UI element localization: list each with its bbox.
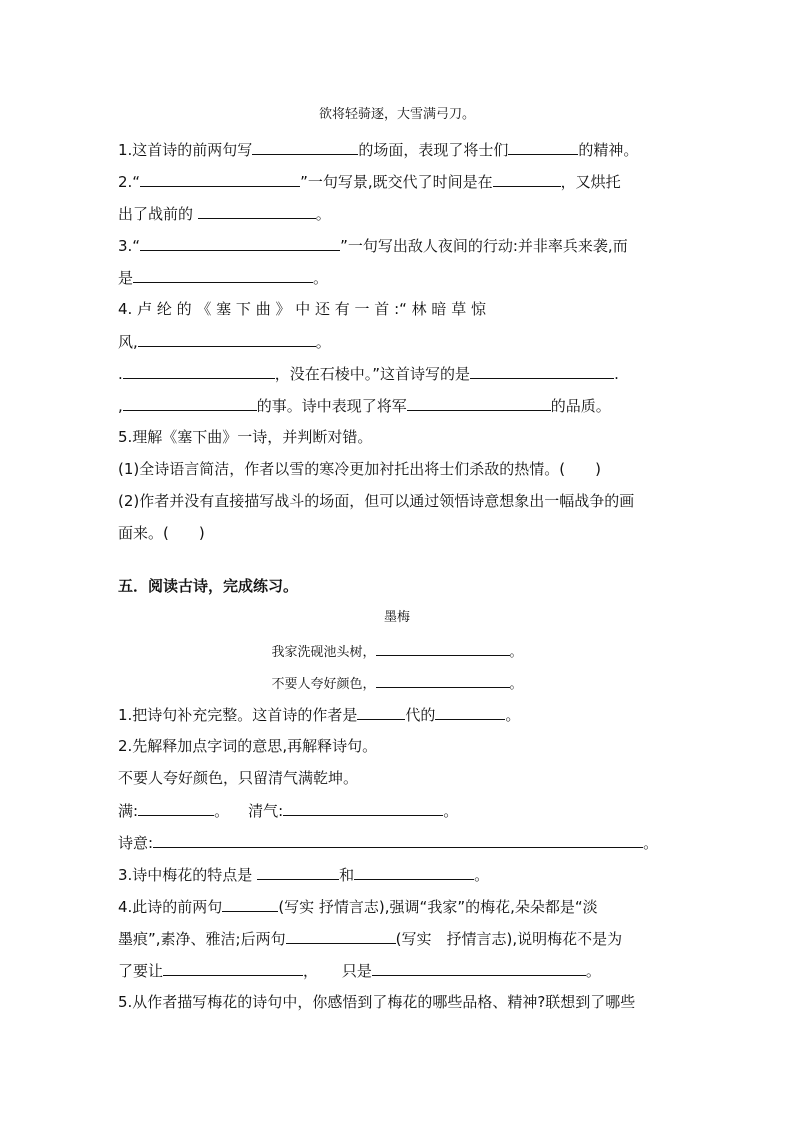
answer-blank[interactable] — [257, 864, 339, 880]
question-4-cont2: . ，没在石棱中。”这首诗写的是 . — [118, 365, 619, 383]
section-heading: 五．阅读古诗，完成练习。 — [118, 577, 299, 595]
answer-blank[interactable] — [133, 267, 313, 283]
poem-meaning: 诗意: 。 — [118, 834, 659, 852]
poem-line: 欲将轻骑逐，大雪满弓刀。 — [318, 107, 475, 122]
poem-line-2: 不要人夸好颜色， 。 — [0, 672, 794, 694]
answer-blank[interactable] — [123, 363, 275, 379]
question-4: 4. 卢 纶 的 《 塞 下 曲 》 中 还 有 一 首 :“ 林 暗 草 惊 — [118, 300, 486, 318]
poem-question-4-cont1: 墨痕”,素净、雅洁;后两句 (写实 抒情言志),说明梅花不是为 — [118, 930, 623, 948]
answer-blank[interactable] — [140, 171, 300, 187]
poem-question-4-cont2: 了要让 ， 只是 。 — [118, 962, 601, 980]
answer-blank[interactable] — [140, 235, 340, 251]
answer-blank[interactable] — [283, 800, 443, 816]
answer-blank[interactable] — [153, 832, 643, 848]
question-2: 2.“ ”一句写景,既交代了时间是在 ，又烘托 — [118, 173, 621, 191]
answer-blank[interactable] — [138, 800, 214, 816]
answer-blank[interactable] — [508, 139, 578, 155]
answer-blank[interactable] — [493, 171, 561, 187]
answer-blank[interactable] — [163, 960, 303, 976]
judge-item-1: (1)全诗语言简洁，作者以雪的寒冷更加衬托出将士们杀敌的热情。( ) — [118, 460, 601, 478]
answer-blank[interactable] — [222, 896, 278, 912]
judge-item-2: (2)作者并没有直接描写战斗的场面，但可以通过领悟诗意想象出一幅战争的画 — [118, 492, 635, 510]
poem-question-5: 5.从作者描写梅花的诗句中，你感悟到了梅花的哪些品格、精神?联想到了哪些 — [118, 993, 636, 1011]
question-4-cont3: , 的事。诗中表现了将军 的品质。 — [118, 397, 611, 415]
judge-item-2-cont: 面来。( ) — [118, 524, 205, 542]
poem-question-1: 1.把诗句补充完整。这首诗的作者是 代的 。 — [118, 706, 521, 724]
answer-blank[interactable] — [252, 139, 358, 155]
answer-blank[interactable] — [372, 960, 586, 976]
answer-blank[interactable] — [286, 928, 396, 944]
answer-blank[interactable] — [435, 704, 505, 720]
answer-blank[interactable] — [357, 704, 405, 720]
answer-blank[interactable] — [407, 395, 551, 411]
word-explanations: 满: 。 清气: 。 — [118, 802, 459, 820]
poem-quote: 不要人夸好颜色，只留清气满乾坤。 — [118, 769, 359, 787]
question-1: 1.这首诗的前两句写 的场面，表现了将士们 的精神。 — [118, 141, 639, 159]
poem-question-2: 2.先解释加点字词的意思,再解释诗句。 — [118, 737, 378, 755]
answer-blank[interactable] — [138, 331, 316, 347]
answer-blank[interactable] — [376, 672, 510, 688]
poem-question-3: 3.诗中梅花的特点是 和 。 — [118, 866, 490, 884]
question-5-title: 5.理解《塞下曲》一诗，并判断对错。 — [118, 428, 373, 446]
poem-question-4: 4.此诗的前两句 (写实 抒情言志),强调“我家”的梅花,朵朵都是“淡 — [118, 898, 598, 916]
question-3: 3.“ ”一句写出敌人夜间的行动:并非率兵来袭,而 — [118, 237, 628, 255]
answer-blank[interactable] — [198, 203, 316, 219]
question-4-cont1: 风, 。 — [118, 333, 331, 351]
question-3-cont: 是 。 — [118, 269, 329, 287]
answer-blank[interactable] — [123, 395, 257, 411]
poem-title: 墨梅 — [383, 610, 410, 625]
poem-line-1: 我家洗砚池头树， 。 — [0, 640, 794, 662]
answer-blank[interactable] — [354, 864, 474, 880]
answer-blank[interactable] — [376, 640, 510, 656]
answer-blank[interactable] — [470, 363, 614, 379]
question-2-cont: 出了战前的 。 — [118, 205, 331, 223]
